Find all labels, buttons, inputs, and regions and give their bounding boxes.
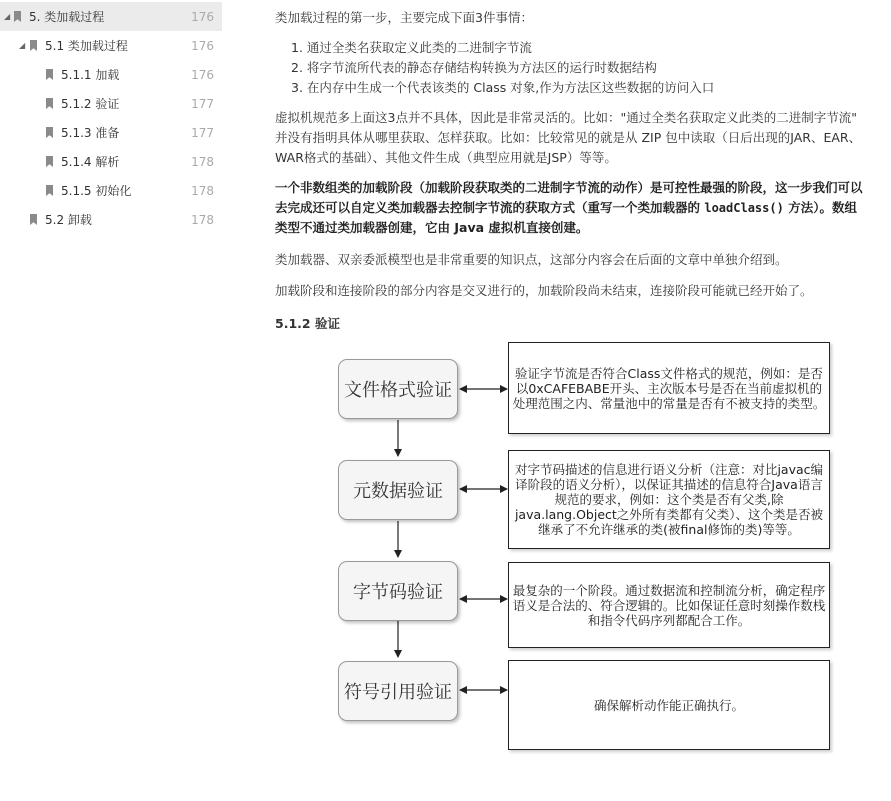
section-heading: 5.1.2 验证 (275, 316, 340, 331)
toc-item-5-1-4[interactable] (0, 147, 222, 176)
toc-page-number: 178 (191, 154, 214, 169)
toc-label: 5.1.5 初始化 (61, 184, 132, 198)
desc-metadata: 对字节码描述的信息进行语义分析（注意：对比javac编译阶段的语义分析），以保证其描述的信息符合Java语言规范的要求，例如：这个类是否有父类,除java.lang.Object之外所有类都有父类）、这个类是否被继承了不允许继承的类(被final修饰的类)等等。 (508, 450, 830, 549)
bookmark-icon (46, 185, 53, 196)
list-item: 3. 在内存中生成一个代表该类的 Class 对象,作为方法区这些数据的访问入口 (291, 80, 715, 95)
toc-page-number: 178 (191, 212, 214, 227)
toc-item-5-1-5[interactable] (0, 176, 222, 205)
toc-label: 5.2 卸载 (45, 213, 92, 227)
toc-label: 5.1.1 加载 (61, 68, 120, 82)
toc-page-number: 178 (191, 183, 214, 198)
toc-label: 5.1.2 验证 (61, 97, 120, 111)
bookmark-icon (30, 40, 37, 51)
inline-code: loadClass() (704, 201, 784, 215)
desc-symbolic-reference: 确保解析动作能正确执行。 (508, 660, 830, 750)
toc-item-5-1-2[interactable] (0, 89, 222, 118)
bookmark-icon (30, 214, 37, 225)
toc-page-number: 176 (191, 38, 214, 53)
toc-item-5-1-3[interactable] (0, 118, 222, 147)
desc-file-format: 验证字节流是否符合Class文件格式的规范，例如：是否以0xCAFEBABE开头、主次版本号是否在当前虚拟机的处理范围之内、常量池中的常量是否有不被支持的类型。 (508, 342, 830, 434)
stage-metadata: 元数据验证 (338, 460, 458, 520)
toc-page-number: 176 (191, 67, 214, 82)
desc-bytecode: 最复杂的一个阶段。通过数据流和控制流分析，确定程序语义是合法的、符合逻辑的。比如保证任意时刻操作数栈和指令代码序列都配合工作。 (508, 562, 830, 648)
bookmark-icon (46, 156, 53, 167)
stage-symbolic-reference: 符号引用验证 (338, 661, 458, 721)
intro-text: 类加载过程的第一步，主要完成下面3件事情： (275, 10, 533, 25)
toc-item-5-1-1[interactable] (0, 60, 222, 89)
bold-paragraph (275, 178, 865, 238)
list-item: 2. 将字节流所代表的静态存储结构转换为方法区的运行时数据结构 (291, 60, 657, 75)
paragraph: 虚拟机规范多上面这3点并不具体，因此是非常灵活的。比如："通过全类名获取定义此类的二进制字节流" 并没有指明具体从哪里获取、怎样获取。比如：比较常见的就是从 ZIP 包中读取（日后出现的JAR、EAR、WAR格式的基础）、其他文件生成（典型应用就是JSP）等等。 (275, 110, 862, 165)
collapse-caret-icon[interactable]: ◢ (19, 41, 26, 50)
toc-item-5[interactable] (0, 2, 222, 31)
paragraph-text: 方法）。数组类型不通过类加载器创建，它由 Java 虚拟机直接创建。 (275, 200, 857, 235)
paragraph: 类加载器、双亲委派模型也是非常重要的知识点，这部分内容会在后面的文章中单独介绍到。 (275, 252, 788, 267)
toc-label: 5.1.3 准备 (61, 126, 120, 140)
toc-label: 5.1.4 解析 (61, 155, 120, 169)
toc-label: 5.1 类加载过程 (45, 39, 128, 53)
outline-sidebar (0, 0, 222, 801)
stage-file-format: 文件格式验证 (338, 359, 458, 419)
toc-page-number: 176 (191, 9, 214, 24)
toc-item-5-2[interactable] (0, 205, 222, 234)
bookmark-icon (46, 98, 53, 109)
bookmark-icon (14, 11, 21, 22)
list-item: 1. 通过全类名获取定义此类的二进制字节流 (291, 40, 532, 55)
paragraph: 加载阶段和连接阶段的部分内容是交叉进行的，加载阶段尚未结束，连接阶段可能就已经开始了。 (275, 283, 813, 298)
stage-bytecode: 字节码验证 (338, 561, 458, 621)
toc-page-number: 177 (191, 96, 214, 111)
bookmark-icon (46, 69, 53, 80)
toc-label: 5. 类加载过程 (29, 10, 105, 24)
bookmark-icon (46, 127, 53, 138)
collapse-caret-icon[interactable]: ◢ (4, 12, 11, 21)
toc-page-number: 177 (191, 125, 214, 140)
paragraph-text: 一个非数组类的加载阶段（加载阶段获取类的二进制字节流的动作）是可控性最强的阶段，这一步我们可以去完成还可以自定义类加载器去控制字节流的获取方式（重写一个类加载器的 (275, 180, 863, 215)
toc-item-5-1[interactable] (0, 31, 222, 60)
